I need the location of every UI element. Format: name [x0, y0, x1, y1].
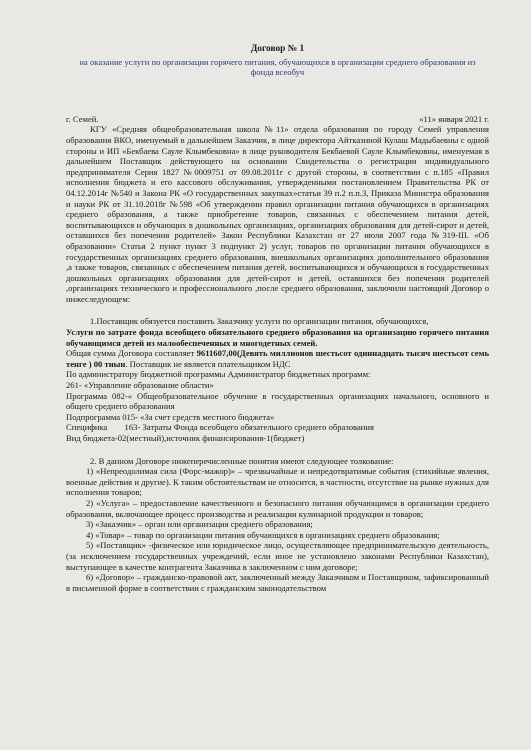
budget-line: По администратору бюджетной программы Администратор бюджетных программ: [66, 369, 371, 380]
preamble-paragraph: КГУ «Средняя общеобразовательная школа №11» отдела образования по городу Семей управления образования ВКО, именуемый в дальнейшем Заказчик, в лице директора Айтказиной Кулаш Мадыбаевны с одной стороны и ИП «Бекбаева Сауле Клымбековна» в лице руководителя Бекбаевой Сауле Клымбековны, именуемая в дальнейшем Поставщик действующего на основании Свидетельства о регистрации индивидуального предпринимателя Серия 1827 №0009751 от 09.08.2011г с другой стороны, в соответствии с п.185 «Правил исполнения бюджета и его кассового обслуживания, утвержденными постановлением Правительства РК от 04.12.2014г №540 и Закона РК «О государственных закупках»статьи 39 п.2 п.п.3, Приказа Министра образования и науки РК от 31.10.2018г №598 «Об утверждении правил организации питания обучающихся в организациях среднего образования, а также приобретение товаров, связанных с обеспечением питания детей, воспитывающихся и обучающих в дошкольных организациях, организациях образования для детей-сирот и детей, оставшихся без попечения родителей» Закон Республики Казахстан от 27 июля 2007 года №319-III. «Об образовании» Статья 2 пункт пункт 3 подпункт 2) услуг, товаров по организации питания обучающихся в государственных организациях среднего образования, внешкольных организациях дополнительного образования ,а также товаров, связанных с обеспечением питания детей, воспитывающихся и обучающихся в государственных дошкольных организациях образования для детей-сирот и детей, оставшихся без попечения родителей ,организациях технического и профессионального ,после среднего образования, заключили настоящий Договор о нижеследующем: [66, 124, 489, 304]
sum-amount: 9611607,00(Девять миллионов шестьсот одиннадцать тысяч шестьсот семь тенге ) 00 тиын [66, 348, 489, 369]
section1-service-description: Услуги по затрате фонда всеобщего обязательного среднего образования на организацию горячего питания обучающимся детей из малообеспеченных и многодетных семей. [66, 327, 489, 348]
contract-subtitle: на оказание услуги по организации горячего питания, обучающихся в организации среднего образования из фонда всеобуч [79, 56, 476, 78]
definition-item: 3) «Заказчик» – орган или организация среднего образования; [86, 519, 313, 530]
dateline [66, 114, 489, 125]
budget-line: Подпрограмма 015- «За счет средств местного бюджета» [66, 411, 275, 422]
city: г. Семей. [66, 113, 99, 124]
definition-item: 2) «Услуга» – предоставление качественного и безопасного питания обучающимся в организации среднего образования, включающее процесс производства и реализации кулинарной продукции и товаров; [66, 497, 489, 519]
definition-item: 1) «Непреодолимая сила (Форс-мажор)» – чрезвычайные и непредотвратимые события (стихийные явления, военные действия и другие). К таким обстоятельствам не относится, в частности, отсутствие на рынке нужных для исполнения товаров; [66, 466, 489, 498]
contract-title: Договор № 1 [250, 44, 305, 54]
section1-intro: 1.Поставщик обязуется поставить Заказчику услуги по организации питания, обучающихся, [90, 316, 429, 327]
definition-item: 4) «Товар» – товар по организации питания обучающихся в организациях среднего образования; [86, 529, 440, 540]
budget-line: 261- «Управление образование области» [66, 380, 214, 391]
budget-line: Программа 082-« Общеобразовательное обучение в государственных организациях начального, основного и общего среднего образования [66, 390, 489, 412]
budget-line: Специфика 163- Затраты Фонда всеобщего обязательного среднего образования [66, 422, 374, 433]
definition-item: 5) «Поставщик» -физическое или юридическое лицо, осуществляющее предпринимательскую деятельность, (за исключением государственных учреждений, если иное не установлено законами Республики Казахстан), выступающее в качестве контрагента Заказчика в заключенном с ним договоре; [66, 540, 489, 572]
definition-item: 6) «Договор» – гражданско-правовой акт, заключенный между Заказчиком и Поставщиком, зафиксированный в письменной форме в соответствии с гражданским законодательством [66, 572, 489, 593]
section2-intro: 2. В данном Договоре нижеперечисленные понятия имеют следующее толкование: [90, 455, 394, 466]
sum-suffix: . Поставщик не является плательщиком НДС [125, 358, 291, 369]
contract-date: «11» января 2021 г. [419, 113, 489, 124]
contract-sum [66, 348, 489, 369]
budget-line: Вид бюджета-02(местный),источник финансирования-1(бюджет) [66, 433, 305, 443]
sum-prefix: Общая сумма Договора составляет [66, 348, 197, 359]
